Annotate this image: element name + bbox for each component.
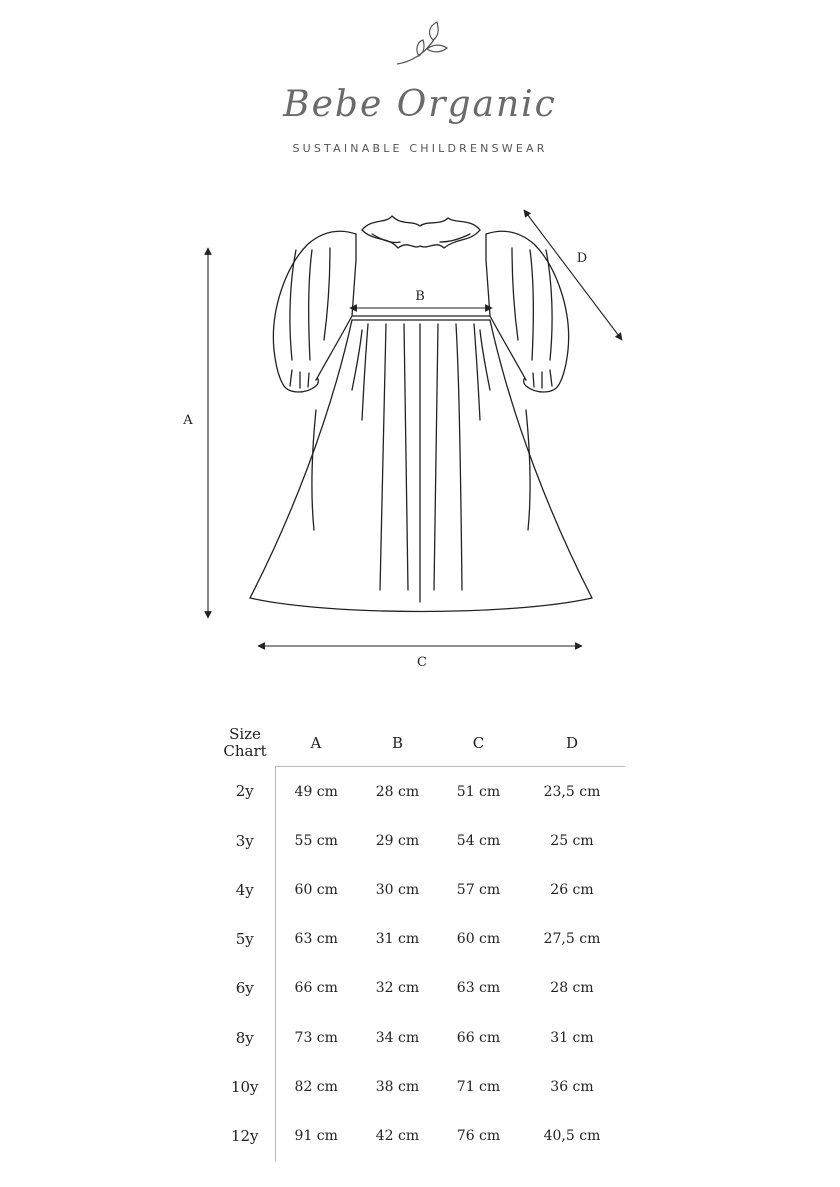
value-cell: 25 cm [550,832,594,849]
value-cell: 91 cm [294,1127,338,1144]
leaf-sprig-icon [393,18,453,70]
value-cell: 38 cm [375,1078,420,1095]
value-cell: 60 cm [294,881,338,898]
table-row [215,915,625,964]
value-cell: 34 cm [375,1029,420,1046]
value-cell: 66 cm [456,1029,501,1046]
size-cell: 2y [215,767,275,817]
value-cell: 23,5 cm [543,783,601,800]
value-cell: 29 cm [375,832,420,849]
size-chart-header [215,720,275,767]
value-cell: 49 cm [294,783,338,800]
brand-name: Bebe Organic [283,84,557,125]
value-cell: 31 cm [375,931,420,948]
table-row [215,865,625,914]
size-cell: 10y [215,1062,275,1111]
table-row [215,1111,625,1160]
value-cell: 76 cm [456,1127,501,1144]
value-cell: 32 cm [375,980,420,997]
column-header-a: A [275,720,357,767]
value-cell: 60 cm [456,931,501,948]
table-row [215,816,625,865]
table-row [215,1062,625,1111]
value-cell: 73 cm [294,1029,338,1046]
size-cell: 6y [215,964,275,1013]
label-c: C [417,655,427,670]
value-cell: 63 cm [294,931,338,948]
value-cell: 54 cm [456,832,501,849]
size-chart-table [215,720,625,1161]
size-cell: 12y [215,1111,275,1160]
label-d: D [576,251,588,266]
value-cell: 31 cm [550,1029,594,1046]
value-cell: 66 cm [294,980,338,997]
value-cell: 82 cm [294,1078,338,1095]
label-a: A [183,413,193,428]
value-cell: 63 cm [456,980,501,997]
size-chart-header-line2: Chart [223,742,267,761]
column-header-b: B [357,720,438,767]
size-chart-header-line1: Size [229,725,261,744]
value-cell: 28 cm [550,980,594,997]
size-cell: 5y [215,915,275,964]
table-row [215,767,625,817]
column-header-d: D [519,720,625,767]
value-cell: 27,5 cm [543,931,601,948]
label-b: B [415,289,425,304]
table-row [215,964,625,1013]
value-cell: 40,5 cm [543,1127,601,1144]
value-cell: 30 cm [375,881,420,898]
size-cell: 4y [215,865,275,914]
value-cell: 28 cm [375,783,420,800]
dress-outline-icon [0,190,840,690]
value-cell: 26 cm [550,881,594,898]
value-cell: 57 cm [456,881,501,898]
value-cell: 55 cm [294,832,338,849]
column-header-c: C [438,720,519,767]
size-cell: 8y [215,1013,275,1062]
value-cell: 71 cm [456,1078,501,1095]
value-cell: 36 cm [550,1078,594,1095]
size-cell: 3y [215,816,275,865]
value-cell: 51 cm [456,783,501,800]
table-header-row [215,720,625,767]
value-cell: 42 cm [375,1127,420,1144]
brand-tagline: SUSTAINABLE CHILDRENSWEAR [292,142,548,155]
table-row [215,1013,625,1062]
